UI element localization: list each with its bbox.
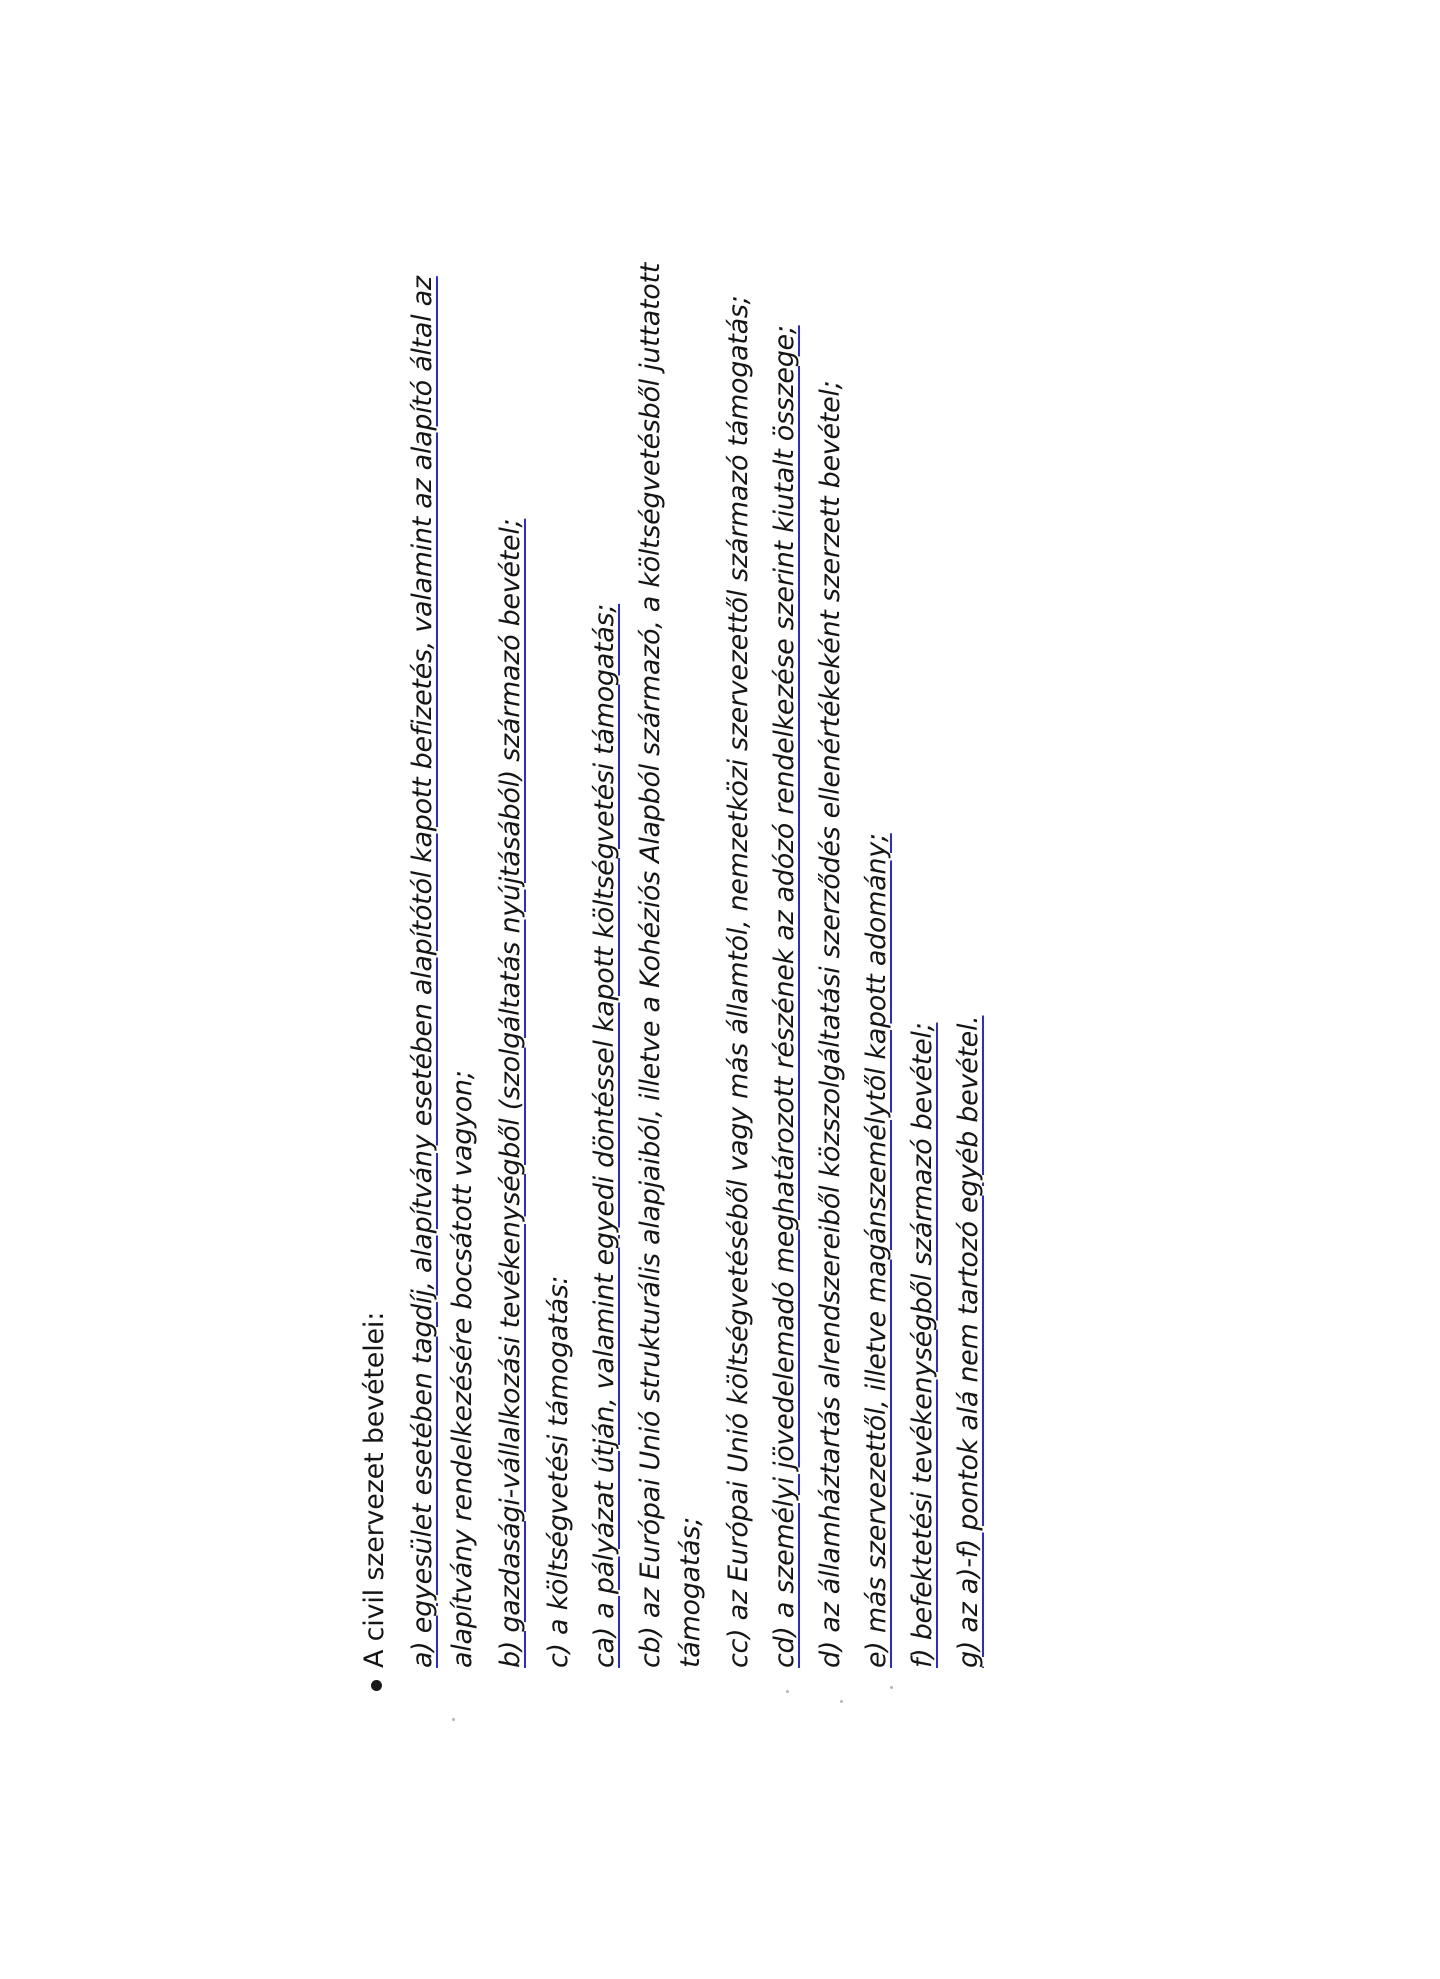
list-item-e [857,833,897,1668]
bullet-dot [371,1680,382,1691]
list-item-b-text: b) gazdasági-vállalkozási tevékenységből (szolgáltatás nyújtásából) származó bevétel; [495,518,526,1668]
list-item-ca [585,604,625,1668]
list-item-cb [631,263,711,1668]
list-item-cc-text: cc) az Európai Unió költségvetéséből vagy más államtól, nemzetközi szervezettől származó támogatás; [723,295,754,1668]
list-item-g [949,1016,989,1668]
scan-speck [840,1700,843,1703]
document-heading: A civil szervezet bevételei: [359,1311,390,1668]
list-item-c-text: c) a költségvetési támogatás: [543,1275,574,1668]
list-item-cb-text: cb) az Európai Unió strukturális alapjaiból, illetve a Kohéziós Alapból származó, a költségvetésből juttatott [635,262,666,1668]
scan-speck [890,1686,893,1689]
list-item-a-continuation: alapítvány rendelkezésére bocsátott vagyon; [447,1070,478,1668]
document-body [355,248,1035,1668]
list-item-cc [719,296,759,1668]
list-item-d-text: d) az államháztartás alrendszereiből közszolgáltatási szerződés ellenértékeként szerzett bevétel; [815,380,846,1668]
list-item-f [903,1023,943,1668]
scan-speck [452,1718,455,1721]
list-item-a [403,276,483,1668]
scan-speck [786,1690,789,1693]
list-item-a-text: a) egyesület esetében tagdíj, alapítvány esetében alapítótól kapott befizetés, valamint az alapító által az [407,276,438,1668]
list-item-g-text: g) az a)-f) pontok alá nem tartozó egyéb bevétel. [953,1015,984,1668]
list-item-ca-text: ca) a pályázat útján, valamint egyedi döntéssel kapott költségvetési támogatás; [589,603,620,1668]
list-item-f-text: f) befektetési tevékenységből származó bevétel; [907,1022,938,1668]
list-item-b [491,519,531,1668]
list-item-cd [765,325,805,1668]
list-item-e-text: e) más szervezettől, illetve magánszemélytől kapott adomány; [861,833,892,1668]
list-item-cb-continuation: támogatás; [675,1517,706,1668]
list-item-d [811,381,851,1668]
list-item-cd-text: cd) a személyi jövedelemadó meghatározott részének az adózó rendelkezése szerint kiutalt összege; [769,325,800,1668]
list-item-c [539,1276,579,1668]
